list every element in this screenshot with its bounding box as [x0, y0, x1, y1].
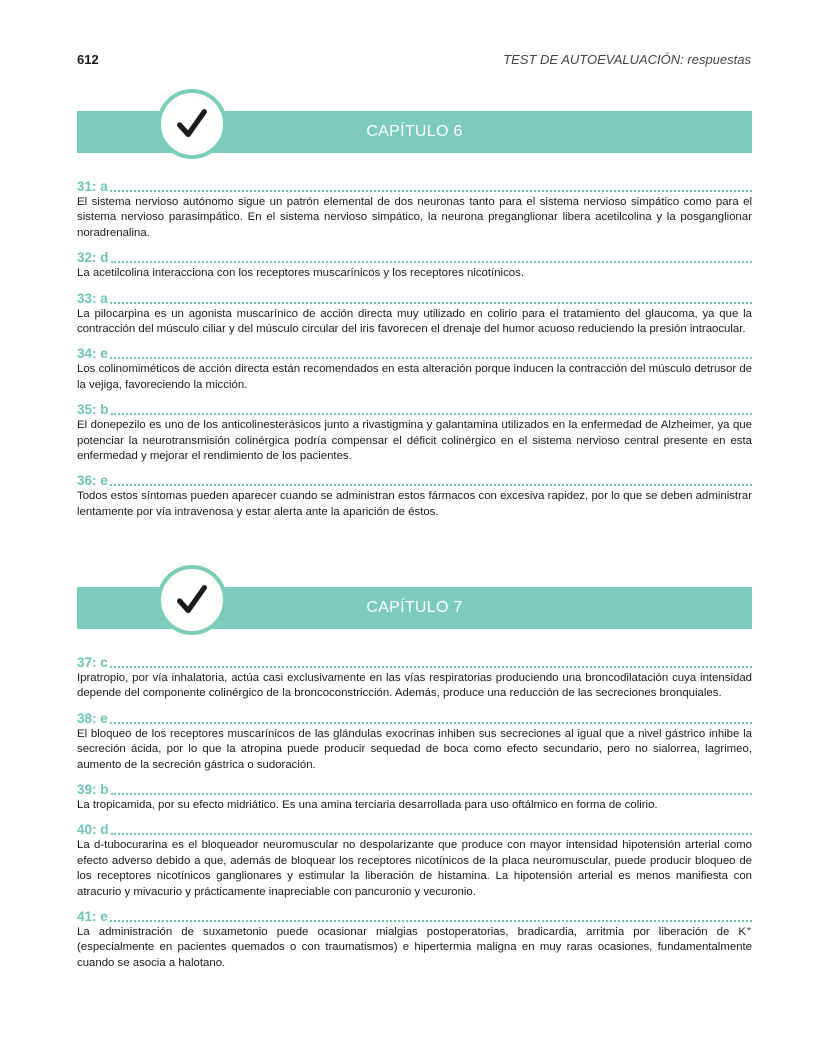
answer-key: 32: d [77, 250, 109, 266]
answer-key: 39: b [77, 782, 109, 798]
answer-explanation: Ipratropio, por vía inhalatoria, actúa casi exclusivamente en las vías respiratorias produciendo una broncodilatación cuya intensidad depende del componente colinérgico de la broncoconstricción. Además, produce una reducción de las secreciones bronquiales. [77, 672, 752, 700]
answer-item [77, 346, 752, 393]
chapter-6-answers [77, 179, 752, 529]
answer-item [77, 402, 752, 464]
answer-explanation: La tropicamida, por su efecto midriático. Es una amina terciaria desarrollada para uso oftálmico en forma de colirio. [77, 799, 658, 812]
answer-key: 35: b [77, 402, 109, 418]
answer-explanation: La acetilcolina interacciona con los receptores muscarínicos y los receptores nicotínicos. [77, 267, 524, 280]
answer-key: 37: c [77, 655, 108, 670]
answer-explanation: El donepezilo es uno de los anticolinesterásicos junto a rivastigmina y galantamina utilizados en la enfermedad de Alzheimer, ya que potenciar la neurotransmisión colinérgica podría compensar el déficit colinérgico en el sistema nervioso central presente en esta enfermedad y mejorar el rendimiento de los pacientes. [77, 419, 752, 463]
answer-item [77, 473, 752, 520]
answer-key: 38: e [77, 710, 108, 726]
answer-item [77, 250, 752, 281]
answer-item [77, 655, 752, 702]
answer-key: 33: a [77, 290, 108, 306]
answer-explanation: Todos estos síntomas pueden aparecer cuando se administran estos fármacos con excesiva rapidez, por lo que se deben administrar lentamente por vía intravenosa y estar alerta ante la aparición de éstos. [77, 490, 752, 518]
answer-item [77, 909, 752, 971]
running-head: TEST DE AUTOEVALUACIÓN: respuestas [503, 52, 751, 67]
answer-explanation: La administración de suxametonio puede ocasionar mialgias postoperatorias, bradicardia, arritmia por liberación de K⁺ (especialmente en pacientes quemados o con traumatismos) e hipertermia maligna en muy raras ocasiones, fundamentalmente cuando se asocia a halotano. [77, 926, 752, 969]
chapter-title: CAPÍTULO 6 [366, 123, 463, 140]
answer-explanation: Los colinomiméticos de acción directa están recomendados en esta alteración porque inducen la contracción del músculo detrusor de la vejiga, favoreciendo la micción. [77, 363, 752, 391]
page-number: 612 [77, 52, 99, 67]
answer-explanation: El bloqueo de los receptores muscarínicos de las glándulas exocrinas inhiben sus secreciones al igual que a nivel gástrico inhibe la secreción ácida, por lo que la atropina puede producir sequedad de boca como efecto secundario, pero no sialorrea, lagrimeo, aumento de la secreción gástrica o sudoración. [77, 727, 752, 771]
answer-item [77, 711, 752, 773]
chapter-7-banner [77, 587, 752, 629]
answer-key: 31: a [77, 179, 108, 194]
chapter-title: CAPÍTULO 7 [366, 599, 463, 616]
answer-item [77, 782, 752, 813]
chapter-7-answers [77, 655, 752, 980]
chapter-6-banner [77, 111, 752, 153]
answer-explanation: El sistema nervioso autónomo sigue un patrón elemental de dos neuronas tanto para el sistema nervioso simpático como para el sistema nervioso parasimpático. En el sistema nervioso simpático, la neurona preganglionar libera acetilcolina y la posganglionar noradrenalina. [77, 196, 752, 239]
answer-explanation: La pilocarpina es un agonista muscarínico de acción directa muy utilizado en colirio para el tratamiento del glaucoma, ya que la contracción del músculo ciliar y del músculo circular del iris favorecen el drenaje del humor acuoso reduciendo la presión intraocular. [77, 307, 752, 336]
answer-item [77, 822, 752, 900]
answer-explanation: La d-tubocurarina es el bloqueador neuromuscular no despolarizante que produce con mayor intensidad hipotensión arterial como efecto adverso debido a que, además de bloquear los receptores nicotínicos de la placa neuromuscular, puede producir bloqueo de los receptores nicotínicos ganglionares y estimular la liberación de histamina. La hipotensión arterial es menos manifiesta con atracurio y mivacurio y prácticamente inapreciable con pancuronio y vecuronio. [77, 839, 752, 898]
answer-item [77, 291, 752, 338]
answer-key: 40: d [77, 822, 109, 838]
answer-key: 36: e [77, 473, 108, 489]
answer-key: 41: e [77, 909, 108, 925]
answer-key: 34: e [77, 346, 108, 362]
answer-item [77, 179, 752, 241]
